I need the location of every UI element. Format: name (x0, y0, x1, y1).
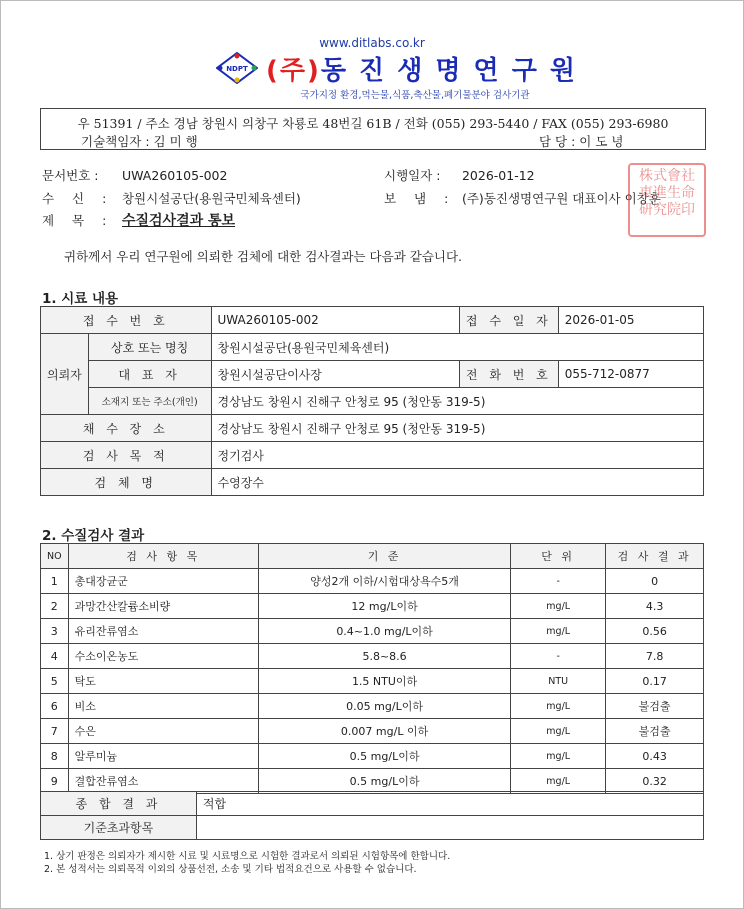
result-unit: mg/L (511, 619, 606, 644)
table-row (41, 744, 704, 769)
result-standard: 양성2개 이하/시험대상욕수5개 (258, 569, 510, 594)
result-item: 비소 (68, 694, 258, 719)
receipt-date-label: 접 수 일 자 (459, 307, 558, 334)
result-unit: - (511, 644, 606, 669)
summary-table (40, 791, 704, 840)
result-standard: 5.8~8.6 (258, 644, 510, 669)
result-standard: 1.5 NTU이하 (258, 669, 510, 694)
table-row (41, 619, 704, 644)
issue-date-row (384, 166, 535, 184)
receipt-number-label: 접 수 번 호 (41, 307, 212, 334)
table-row (41, 388, 704, 415)
sender: (주)동진생명연구원 대표이사 이창훈 (461, 191, 661, 206)
table-row (41, 307, 704, 334)
sampling-place: 경상남도 창원시 진해구 안청로 95 (청안동 319-5) (211, 415, 703, 442)
result-no: 8 (41, 744, 69, 769)
result-standard: 0.5 mg/L이하 (258, 744, 510, 769)
table-row (41, 361, 704, 388)
subject-label: 제 목 : (42, 213, 107, 228)
header-result: 검 사 결 과 (606, 544, 704, 569)
result-unit: NTU (511, 669, 606, 694)
table-row (41, 442, 704, 469)
result-standard: 0.05 mg/L이하 (258, 694, 510, 719)
result-standard: 0.5 mg/L이하 (258, 769, 510, 794)
doc-number-row (42, 166, 227, 184)
subject-row (42, 210, 235, 230)
result-result: 0.17 (606, 669, 704, 694)
result-no: 3 (41, 619, 69, 644)
issue-date-label: 시행일자 : (384, 168, 441, 183)
header-item: 검 사 항 목 (68, 544, 258, 569)
section-1-title: 1. 시료 내용 (42, 291, 119, 307)
test-purpose: 정기검사 (211, 442, 703, 469)
table-row (41, 792, 704, 816)
subject: 수질검사결과 통보 (121, 213, 236, 229)
result-item: 과망간산칼륨소비량 (68, 594, 258, 619)
results-body (41, 569, 704, 794)
letterhead (0, 52, 744, 86)
header-no: NO (41, 544, 69, 569)
representative-label: 대 표 자 (88, 361, 211, 388)
result-item: 알루미늄 (68, 744, 258, 769)
client-location: 경상남도 창원시 진해구 안청로 95 (청안동 319-5) (211, 388, 703, 415)
company-name: (주)동 진 생 명 연 구 원 (266, 56, 578, 86)
result-result: 0.56 (606, 619, 704, 644)
phone-label: 전 화 번 호 (459, 361, 558, 388)
result-no: 7 (41, 719, 69, 744)
sample-name: 수영장수 (211, 469, 703, 496)
website-url[interactable]: www.ditlabs.co.kr (319, 36, 425, 50)
client-company-name: 창원시설공단(용원국민체육센터) (211, 334, 703, 361)
result-item: 결합잔류염소 (68, 769, 258, 794)
contact-box (40, 108, 706, 150)
sample-info-table (40, 306, 704, 496)
exceeded-items-label: 기준초과항목 (41, 816, 197, 840)
company-logo-icon (216, 52, 258, 84)
result-result: 0.32 (606, 769, 704, 794)
location-label: 소재지 또는 주소(개인) (88, 388, 211, 415)
result-result: 0 (606, 569, 704, 594)
table-row (41, 719, 704, 744)
result-item: 수은 (68, 719, 258, 744)
results-header-row (41, 544, 704, 569)
footnote-2: 2. 본 성적서는 의뢰목적 이외의 상품선전, 소송 및 기타 법적요건으로 사용할 수 없습니다. (44, 864, 417, 875)
company-seal: 株式會社 東進生命 研究院印 (628, 163, 706, 237)
overall-result-label: 종 합 결 과 (41, 792, 197, 816)
result-unit: mg/L (511, 719, 606, 744)
representative: 창원시설공단이사장 (211, 361, 459, 388)
doc-number: UWA260105-002 (121, 168, 228, 183)
receipt-date: 2026-01-05 (558, 307, 703, 334)
sender-row (384, 189, 661, 207)
table-row (41, 644, 704, 669)
receipt-number: UWA260105-002 (211, 307, 459, 334)
company-tagline: 국가지정 환경,먹는물,식품,축산물,폐기물분야 검사기관 (300, 90, 530, 101)
table-row (41, 569, 704, 594)
sender-label: 보 냄 : (384, 191, 449, 206)
footnote-1: 1. 상기 판정은 의뢰자가 제시한 시료 및 시료명으로 시험한 결과로서 의뢰된 시험항목에 한합니다. (44, 851, 451, 862)
result-standard: 0.4~1.0 mg/L이하 (258, 619, 510, 644)
overall-result: 적합 (196, 792, 703, 816)
result-result: 7.8 (606, 644, 704, 669)
client-label: 의뢰자 (41, 334, 89, 415)
result-no: 4 (41, 644, 69, 669)
result-unit: - (511, 569, 606, 594)
result-no: 9 (41, 769, 69, 794)
phone-number: 055-712-0877 (558, 361, 703, 388)
logo-text: NDPT (226, 65, 248, 73)
result-item: 총대장균군 (68, 569, 258, 594)
section-2-title: 2. 수질검사 결과 (42, 528, 145, 544)
sample-name-label: 검 체 명 (41, 469, 212, 496)
recipient-label: 수 신 : (42, 191, 107, 206)
doc-number-label: 문서번호 : (42, 168, 99, 183)
result-item: 탁도 (68, 669, 258, 694)
table-row (41, 594, 704, 619)
intro-text: 귀하께서 우리 연구원에 의뢰한 검체에 대한 검사결과는 다음과 같습니다. (64, 249, 463, 264)
company-name-label: 상호 또는 명칭 (88, 334, 211, 361)
exceeded-items (196, 816, 703, 840)
result-standard: 0.007 mg/L 이하 (258, 719, 510, 744)
test-purpose-label: 검 사 목 적 (41, 442, 212, 469)
result-result: 불검출 (606, 694, 704, 719)
result-item: 유리잔류염소 (68, 619, 258, 644)
table-row (41, 694, 704, 719)
table-row (41, 415, 704, 442)
result-result: 4.3 (606, 594, 704, 619)
result-no: 5 (41, 669, 69, 694)
result-no: 2 (41, 594, 69, 619)
header-unit: 단 위 (511, 544, 606, 569)
table-row (41, 669, 704, 694)
address-line: 우 51391 / 주소 경남 창원시 의창구 차룡로 48번길 61B / 전화 (055) 293-5440 / FAX (055) 293-6980 (77, 116, 669, 131)
recipient: 창원시설공단(용원국민체육센터) (121, 191, 301, 206)
result-no: 1 (41, 569, 69, 594)
result-no: 6 (41, 694, 69, 719)
person-in-charge: 담 당 : 이 도 녕 (539, 134, 624, 149)
results-table (40, 543, 704, 794)
result-unit: mg/L (511, 594, 606, 619)
result-standard: 12 mg/L이하 (258, 594, 510, 619)
result-result: 불검출 (606, 719, 704, 744)
table-row (41, 816, 704, 840)
table-row (41, 334, 704, 361)
result-item: 수소이온농도 (68, 644, 258, 669)
result-unit: mg/L (511, 694, 606, 719)
table-row (41, 769, 704, 794)
result-result: 0.43 (606, 744, 704, 769)
result-unit: mg/L (511, 769, 606, 794)
header-standard: 기 준 (258, 544, 510, 569)
tech-manager: 기술책임자 : 김 미 행 (81, 134, 198, 149)
sampling-place-label: 채 수 장 소 (41, 415, 212, 442)
table-row (41, 469, 704, 496)
issue-date: 2026-01-12 (461, 168, 535, 183)
result-unit: mg/L (511, 744, 606, 769)
footnotes (44, 850, 450, 876)
recipient-row (42, 189, 301, 207)
